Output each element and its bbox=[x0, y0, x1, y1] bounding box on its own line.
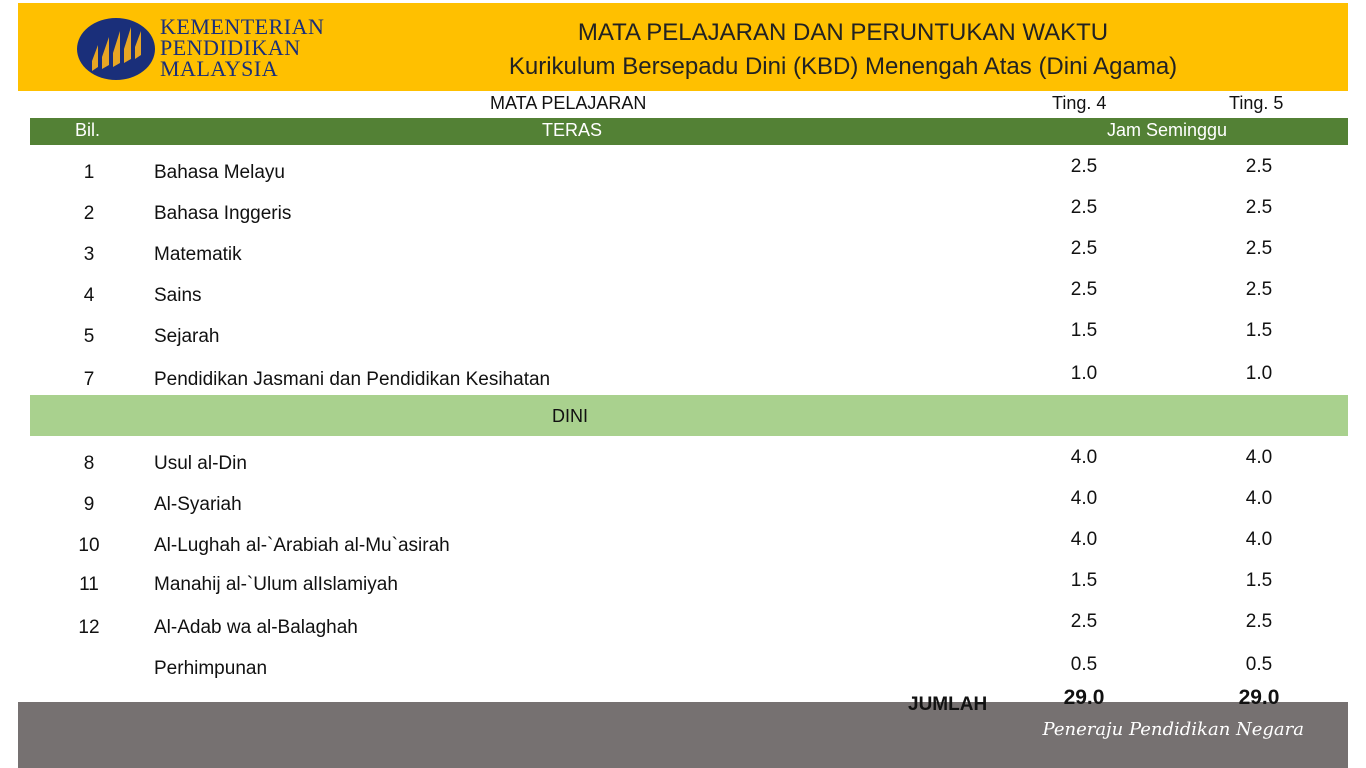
total-label: JUMLAH bbox=[908, 694, 988, 715]
row-number: 8 bbox=[83, 453, 95, 474]
subject-name: Al-Lughah al-`Arabiah al-Mu`asirah bbox=[154, 535, 450, 556]
subject-name: Usul al-Din bbox=[154, 453, 247, 474]
row-number: 12 bbox=[78, 617, 100, 638]
teras-header: TERAS bbox=[542, 120, 603, 140]
subject-name: Sejarah bbox=[154, 326, 220, 347]
total-ting5: 29.0 bbox=[1238, 686, 1280, 709]
column-header-subject: MATA PELAJARAN bbox=[490, 93, 647, 113]
subject-name: Matematik bbox=[154, 244, 242, 265]
row-number: 2 bbox=[83, 203, 95, 224]
hours-ting5: 1.5 bbox=[1245, 570, 1273, 591]
hours-ting4: 2.5 bbox=[1070, 611, 1098, 632]
column-header-ting4: Ting. 4 bbox=[1052, 93, 1107, 113]
table-row bbox=[0, 488, 1366, 518]
table-row bbox=[0, 652, 1366, 682]
hours-ting5: 2.5 bbox=[1245, 197, 1273, 218]
hours-ting5: 2.5 bbox=[1245, 611, 1273, 632]
row-number: 7 bbox=[83, 369, 95, 390]
header-banner bbox=[18, 3, 1348, 91]
page-subtitle: Kurikulum Bersepadu Dini (KBD) Menengah Atas (Dini Agama) bbox=[508, 53, 1178, 80]
row-number: 5 bbox=[83, 326, 95, 347]
row-number: 11 bbox=[79, 574, 99, 595]
footer-bar bbox=[18, 702, 1348, 768]
hours-ting4: 2.5 bbox=[1070, 279, 1098, 300]
ministry-logo-icon bbox=[76, 17, 156, 81]
hours-ting4: 2.5 bbox=[1070, 197, 1098, 218]
hours-ting4: 4.0 bbox=[1070, 447, 1098, 468]
total-ting4: 29.0 bbox=[1063, 686, 1105, 709]
hours-ting5: 2.5 bbox=[1245, 279, 1273, 300]
subject-name: Manahij al-`Ulum alIslamiyah bbox=[154, 574, 398, 595]
hours-ting4: 4.0 bbox=[1070, 529, 1098, 550]
subject-name: Al-Adab wa al-Balaghah bbox=[154, 617, 358, 638]
table-row bbox=[0, 529, 1366, 559]
column-header-ting5: Ting. 5 bbox=[1229, 93, 1284, 113]
hours-ting5: 2.5 bbox=[1245, 156, 1273, 177]
hours-ting4: 2.5 bbox=[1070, 238, 1098, 259]
table-row bbox=[0, 363, 1366, 393]
hours-ting4: 1.5 bbox=[1070, 320, 1098, 341]
hours-ting4: 1.5 bbox=[1070, 570, 1098, 591]
hours-ting5: 1.5 bbox=[1245, 320, 1273, 341]
table-row bbox=[0, 279, 1366, 309]
hours-ting5: 4.0 bbox=[1245, 447, 1273, 468]
hours-ting5: 1.0 bbox=[1245, 363, 1273, 384]
hours-ting4: 0.5 bbox=[1070, 654, 1098, 675]
row-number: 3 bbox=[83, 244, 95, 265]
hours-ting4: 2.5 bbox=[1070, 156, 1098, 177]
hours-ting4: 1.0 bbox=[1070, 363, 1098, 384]
hours-ting5: 0.5 bbox=[1245, 654, 1273, 675]
subject-name: Al-Syariah bbox=[154, 494, 242, 515]
hours-ting5: 2.5 bbox=[1245, 238, 1273, 259]
row-number: 1 bbox=[83, 162, 95, 183]
dini-section-bar bbox=[30, 395, 1348, 436]
subject-name: Sains bbox=[154, 285, 202, 306]
table-row bbox=[0, 238, 1366, 268]
table-row bbox=[0, 611, 1366, 641]
dini-header: DINI bbox=[552, 406, 588, 426]
logo-line-3: MALAYSIA bbox=[160, 56, 279, 81]
bil-header: Bil. bbox=[75, 120, 101, 140]
subject-name: Perhimpunan bbox=[154, 658, 268, 679]
hours-ting4: 4.0 bbox=[1070, 488, 1098, 509]
teras-section-bar bbox=[30, 118, 1348, 145]
logo-line-2: PENDIDIKAN bbox=[160, 35, 301, 60]
ministry-logo-text bbox=[160, 16, 324, 79]
subject-name: Pendidikan Jasmani dan Pendidikan Kesihatan bbox=[154, 369, 551, 390]
table-row bbox=[0, 197, 1366, 227]
footer-tagline: Peneraju Pendidikan Negara bbox=[1042, 719, 1304, 740]
table-row bbox=[0, 320, 1366, 350]
page-title: MATA PELAJARAN DAN PERUNTUKAN WAKTU bbox=[577, 19, 1109, 46]
table-row bbox=[0, 447, 1366, 477]
logo-line-1: KEMENTERIAN bbox=[160, 14, 325, 39]
subject-name: Bahasa Melayu bbox=[154, 162, 285, 183]
table-row bbox=[0, 156, 1366, 186]
subject-name: Bahasa Inggeris bbox=[154, 203, 292, 224]
row-number: 4 bbox=[83, 285, 95, 306]
hours-per-week-header: Jam Seminggu bbox=[1107, 120, 1228, 140]
hours-ting5: 4.0 bbox=[1245, 488, 1273, 509]
table-row bbox=[0, 568, 1366, 598]
row-number: 9 bbox=[83, 494, 95, 515]
row-number: 10 bbox=[78, 535, 100, 556]
hours-ting5: 4.0 bbox=[1245, 529, 1273, 550]
